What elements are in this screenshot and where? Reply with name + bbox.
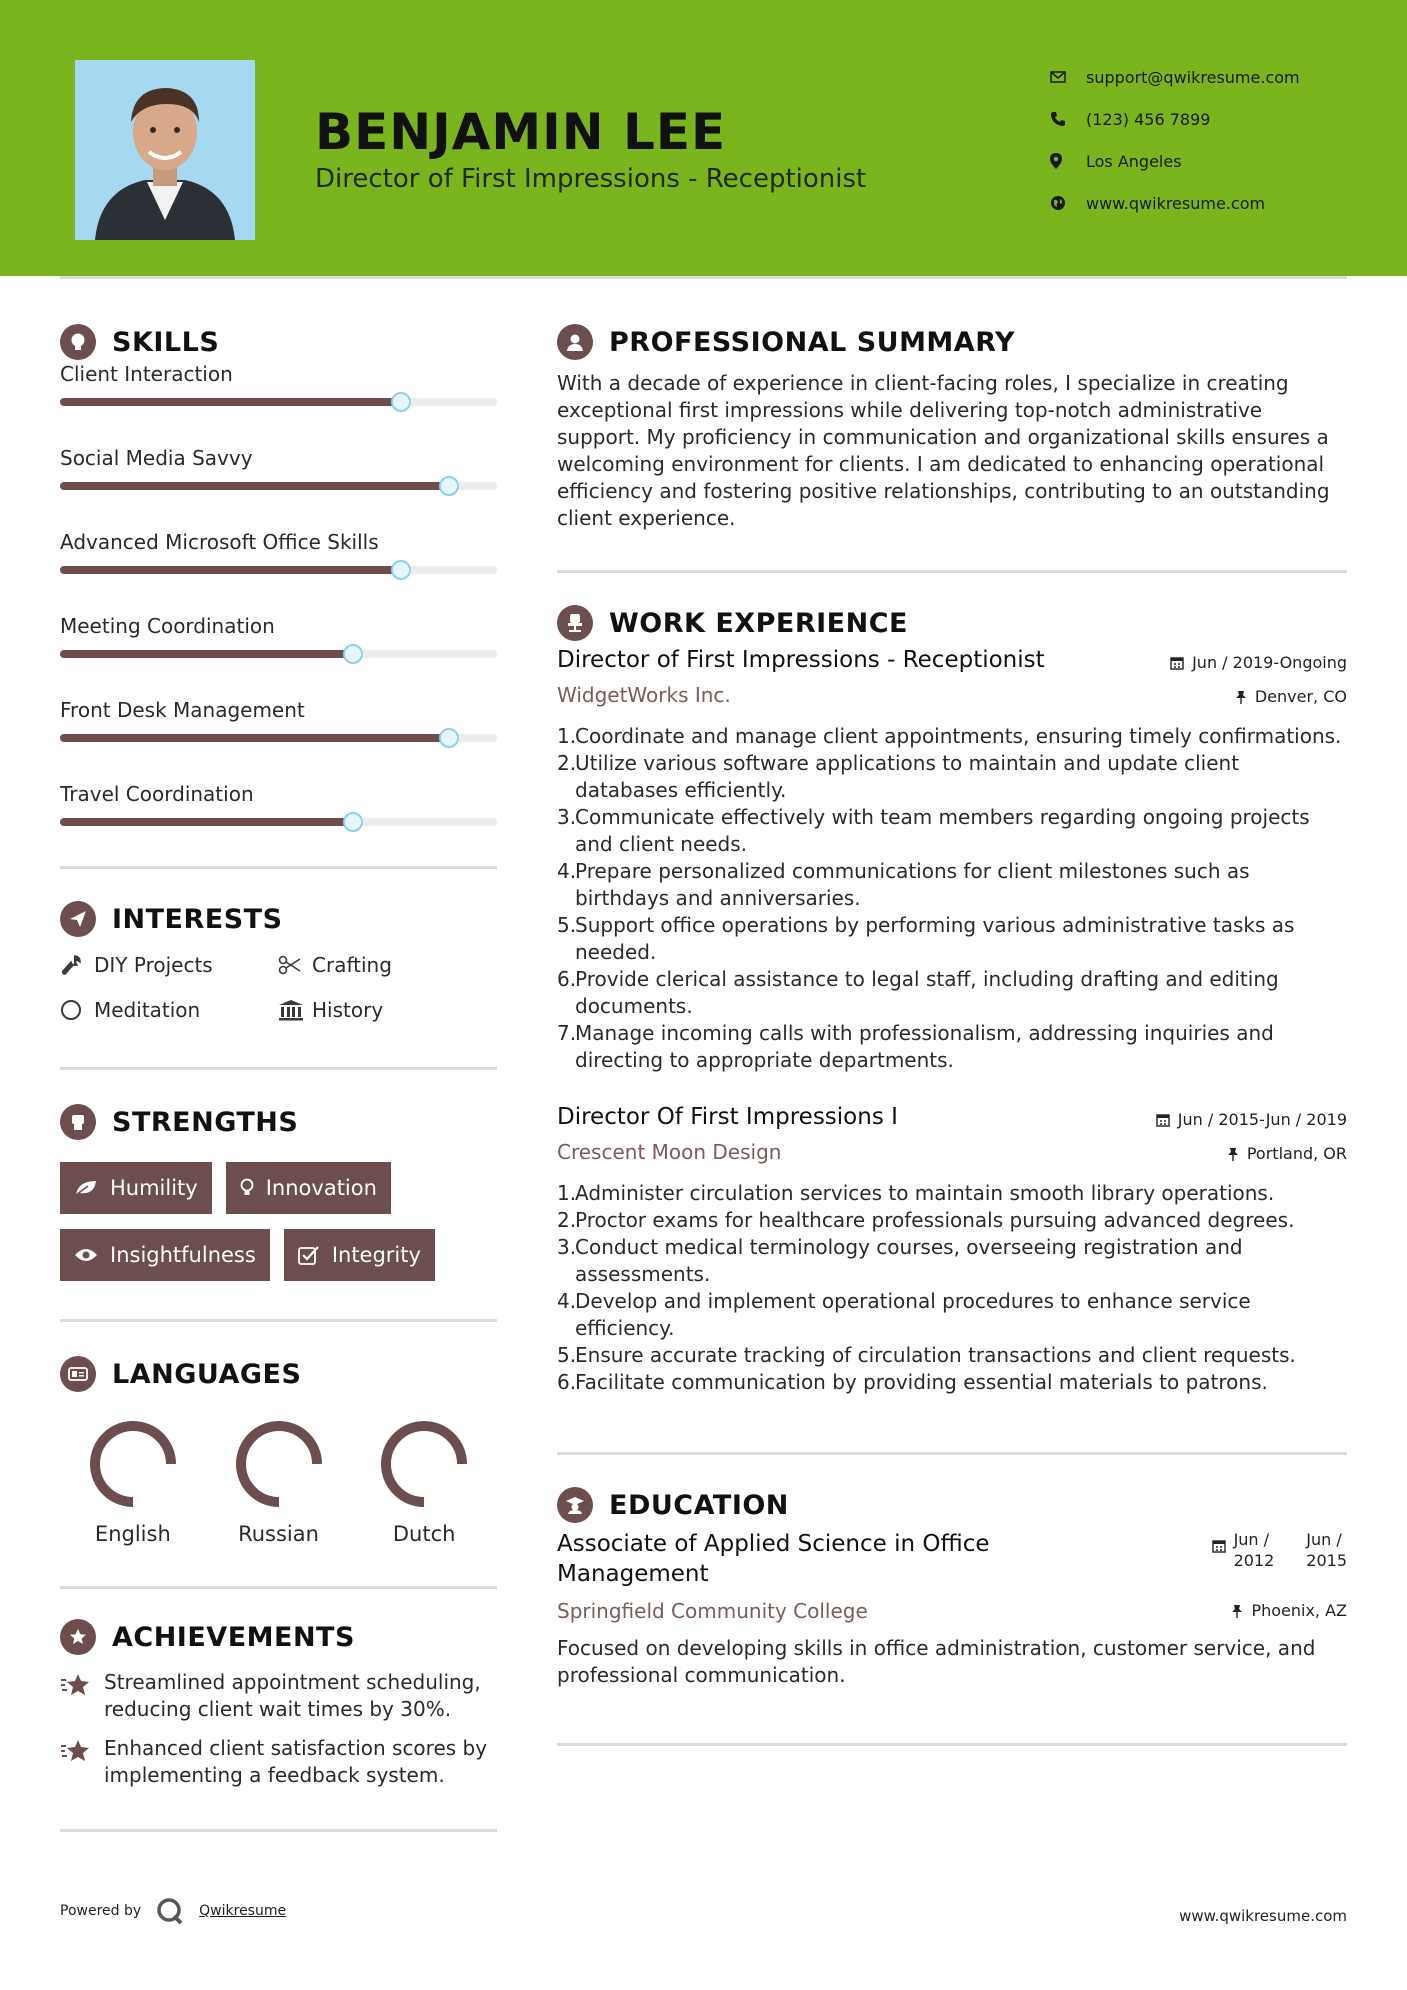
strength-chip [60, 1162, 212, 1214]
duty-text: Provide clerical assistance to legal staff, including drafting and editing documents. [575, 967, 1279, 1018]
job-entry [557, 647, 1347, 1074]
job-entry [557, 1104, 1347, 1396]
duty-item [557, 750, 1347, 804]
bank-icon [278, 999, 312, 1021]
education-heading [557, 1483, 1347, 1527]
section-title: INTERESTS [112, 903, 283, 935]
duty-text: Utilize various software applications to maintain and update client databases efficiently. [575, 751, 1240, 802]
star-icon [60, 1669, 104, 1702]
pushpin-icon [1231, 1604, 1243, 1618]
section-divider [60, 1067, 497, 1070]
section-divider [60, 1586, 497, 1589]
section-divider [60, 1829, 497, 1832]
education-entry [557, 1529, 1347, 1689]
skills-heading [60, 320, 497, 364]
contact-phone[interactable] [1050, 98, 1300, 140]
interest-label: DIY Projects [94, 952, 213, 977]
qwikresume-logo-icon [155, 1896, 185, 1926]
achievements-list [60, 1669, 497, 1789]
wrench-icon [60, 954, 94, 976]
strength-chip [60, 1229, 270, 1281]
job-duties [557, 723, 1347, 1074]
duty-text: Proctor exams for healthcare professionals pursuing advanced degrees. [575, 1208, 1295, 1232]
eye-icon [74, 1247, 98, 1263]
profile-photo [75, 60, 255, 240]
job-dates [1156, 1110, 1347, 1129]
skill-label: Advanced Microsoft Office Skills [60, 530, 379, 554]
duty-text: Develop and implement operational procedures to enhance service efficiency. [575, 1289, 1251, 1340]
duty-number: 3. [557, 1235, 577, 1259]
duty-item [557, 1180, 1347, 1207]
language-gauge [83, 1414, 183, 1514]
section-title: STRENGTHS [112, 1106, 299, 1138]
language-label: Dutch [392, 1522, 456, 1546]
job-dates-text: Jun / 2019-Ongoing [1192, 653, 1347, 672]
job-location-text: Denver, CO [1254, 687, 1347, 706]
skill-fill [60, 566, 401, 574]
degree-line: Associate of Applied Science in Office [557, 1531, 990, 1557]
candidate-name: BENJAMIN LEE [315, 103, 727, 161]
contact-list [1050, 56, 1300, 224]
skill-fill [60, 734, 449, 742]
skill-item [60, 614, 497, 658]
school-name: Springfield Community College [557, 1599, 868, 1623]
duty-item [557, 858, 1347, 912]
languages-list [60, 1414, 497, 1546]
job-duties [557, 1180, 1347, 1396]
language-item [351, 1414, 497, 1546]
interests-heading [60, 897, 497, 941]
job-title-row [557, 1104, 1347, 1130]
duty-number: 5. [557, 1343, 577, 1367]
duty-item [557, 912, 1347, 966]
skill-knob [391, 560, 411, 580]
language-gauge [374, 1414, 474, 1514]
summary-text: With a decade of experience in client-facing roles, I specialize in creating exceptional first impressions while delivering top-notch administrative support. My proficiency in communication and organizational skills ensures a welcoming environment for clients. I am dedicated to enhancing operational efficiency and fostering positive relationships, contributing to an outstanding client experience. [557, 371, 1330, 530]
section-title: PROFESSIONAL SUMMARY [609, 326, 1016, 358]
lightbulb-icon [240, 1178, 254, 1198]
achievement-item [60, 1735, 497, 1789]
contact-text: www.qwikresume.com [1086, 193, 1266, 213]
header-band [0, 0, 1407, 276]
leaf-icon [74, 1179, 98, 1197]
section-divider [557, 1452, 1347, 1455]
skill-bar [60, 818, 497, 826]
duty-number: 6. [557, 1370, 577, 1394]
section-divider [557, 1743, 1347, 1746]
end-year: 2015 [1306, 1551, 1347, 1570]
footer-powered-by [60, 1896, 286, 1926]
degree-title [557, 1529, 990, 1589]
skill-knob [343, 812, 363, 832]
globe-icon [1050, 195, 1086, 211]
section-title: WORK EXPERIENCE [609, 607, 908, 639]
duty-number: 6. [557, 967, 577, 991]
section-title: LANGUAGES [112, 1358, 302, 1390]
strengths-list [60, 1162, 497, 1281]
contact-location [1050, 140, 1300, 182]
contact-text: support@qwikresume.com [1086, 67, 1300, 87]
strength-label: Humility [110, 1176, 198, 1200]
interest-label: Crafting [312, 952, 392, 977]
id-card-icon [60, 1356, 96, 1392]
duty-text: Communicate effectively with team members regarding ongoing projects and client needs. [575, 805, 1310, 856]
skill-knob [439, 476, 459, 496]
skill-bar [60, 566, 497, 574]
education-end [1306, 1529, 1347, 1571]
company-name: Crescent Moon Design [557, 1140, 782, 1164]
left-column [60, 320, 497, 1832]
summary-heading [557, 320, 1347, 364]
skill-item [60, 698, 497, 742]
contact-text: Los Angeles [1086, 151, 1182, 171]
duty-number: 3. [557, 805, 577, 829]
interest-item [278, 996, 496, 1023]
degree-row [557, 1529, 1347, 1589]
achievement-text: Streamlined appointment scheduling, reducing client wait times by 30%. [104, 1670, 481, 1721]
footer-website[interactable]: www.qwikresume.com [1179, 1907, 1347, 1925]
paper-plane-icon [60, 901, 96, 937]
school-location [1231, 1601, 1347, 1620]
skill-knob [343, 644, 363, 664]
experience-heading [557, 601, 1347, 645]
duty-number: 4. [557, 1289, 577, 1313]
phone-icon [1050, 111, 1086, 127]
candidate-role: Director of First Impressions - Receptionist [315, 164, 867, 194]
header-underline [60, 276, 1347, 279]
job-title: Director of First Impressions - Receptionist [557, 647, 1045, 673]
circle-icon [60, 999, 94, 1021]
pushpin-icon [1235, 690, 1247, 704]
duty-number: 4. [557, 859, 577, 883]
skill-knob [439, 728, 459, 748]
star-icon [60, 1735, 104, 1768]
skill-label: Meeting Coordination [60, 614, 275, 638]
duty-item [557, 966, 1347, 1020]
job-location-text: Portland, OR [1246, 1144, 1347, 1163]
education-start [1234, 1529, 1275, 1571]
section-divider [557, 570, 1347, 573]
skill-fill [60, 398, 401, 406]
interest-label: Meditation [94, 997, 201, 1022]
job-dates [1170, 653, 1347, 672]
language-label: Russian [238, 1522, 319, 1546]
duty-number: 1. [557, 1181, 577, 1205]
skill-item [60, 530, 497, 574]
language-gauge [229, 1414, 329, 1514]
job-title-row [557, 647, 1347, 673]
skill-bar [60, 650, 497, 658]
map-pin-icon [1050, 153, 1086, 169]
star-badge-icon [60, 1619, 96, 1655]
strengths-heading [60, 1100, 497, 1144]
duty-text: Prepare personalized communications for client milestones such as birthdays and anniversaries. [575, 859, 1250, 910]
section-title: EDUCATION [609, 1489, 789, 1521]
school-row [557, 1599, 1347, 1623]
skill-fill [60, 818, 353, 826]
interest-item [278, 951, 496, 978]
school-location-text: Phoenix, AZ [1251, 1601, 1347, 1620]
calendar-icon [1156, 1113, 1170, 1127]
duty-text: Facilitate communication by providing essential materials to patrons. [575, 1370, 1268, 1394]
job-company-row [557, 1140, 1347, 1164]
duty-number: 7. [557, 1021, 577, 1045]
duty-item [557, 1288, 1347, 1342]
duty-text: Conduct medical terminology courses, overseeing registration and assessments. [575, 1235, 1243, 1286]
strength-chip [284, 1229, 435, 1281]
duty-item [557, 1207, 1347, 1234]
job-location [1227, 1144, 1347, 1163]
powered-by-label: Powered by [60, 1903, 142, 1919]
strength-chip [226, 1162, 391, 1214]
contact-website[interactable] [1050, 182, 1300, 224]
graduate-icon [557, 1487, 593, 1523]
interests-list [60, 951, 497, 1023]
job-title: Director Of First Impressions I [557, 1104, 898, 1130]
skill-label: Social Media Savvy [60, 446, 253, 470]
job-location [1235, 687, 1347, 706]
skill-knob [391, 392, 411, 412]
duty-text: Manage incoming calls with professionalism, addressing inquiries and directing to appropriate departments. [575, 1021, 1274, 1072]
user-icon [557, 324, 593, 360]
duty-text: Ensure accurate tracking of circulation transactions and client requests. [575, 1343, 1296, 1367]
degree-line: Management [557, 1561, 709, 1587]
duty-item [557, 723, 1347, 750]
duty-item [557, 1234, 1347, 1288]
calendar-icon [1212, 1539, 1226, 1553]
achievement-item [60, 1669, 497, 1723]
section-title: SKILLS [112, 326, 220, 358]
contact-email[interactable] [1050, 56, 1300, 98]
education-description: Focused on developing skills in office administration, customer service, and professional communication. [557, 1636, 1316, 1687]
end-month: Jun / [1306, 1530, 1342, 1549]
right-column [557, 320, 1347, 1746]
section-title: ACHIEVEMENTS [112, 1621, 355, 1653]
skill-item [60, 446, 497, 490]
skill-label: Client Interaction [60, 362, 233, 386]
contact-text: (123) 456 7899 [1086, 109, 1211, 129]
skill-bar [60, 482, 497, 490]
achievements-heading [60, 1615, 497, 1659]
duty-item [557, 1020, 1347, 1074]
section-divider [60, 866, 497, 869]
education-dates [1212, 1529, 1347, 1571]
brand-link[interactable]: Qwikresume [199, 1903, 287, 1919]
skill-item [60, 362, 497, 406]
skill-fill [60, 482, 449, 490]
fist-icon [60, 1104, 96, 1140]
skill-fill [60, 650, 353, 658]
duty-text: Administer circulation services to maintain smooth library operations. [575, 1181, 1275, 1205]
interest-item [60, 951, 278, 978]
duty-number: 2. [557, 1208, 577, 1232]
strength-label: Insightfulness [110, 1243, 256, 1267]
language-label: English [94, 1522, 171, 1546]
duty-number: 1. [557, 724, 577, 748]
skills-list [60, 362, 497, 826]
strength-label: Integrity [331, 1243, 421, 1267]
language-item [206, 1414, 352, 1546]
duty-item [557, 1369, 1347, 1396]
skill-label: Travel Coordination [60, 782, 254, 806]
envelope-icon [1050, 70, 1086, 84]
strength-label: Innovation [265, 1176, 377, 1200]
duty-item [557, 804, 1347, 858]
start-year: 2012 [1233, 1551, 1275, 1570]
skill-label: Front Desk Management [60, 698, 305, 722]
lightbulb-icon [60, 324, 96, 360]
duty-text: Support office operations by performing various administrative tasks as needed. [575, 913, 1295, 964]
skill-item [60, 782, 497, 826]
job-company-row [557, 683, 1347, 707]
pushpin-icon [1227, 1147, 1239, 1161]
language-item [60, 1414, 206, 1546]
job-dates-text: Jun / 2015-Jun / 2019 [1177, 1110, 1347, 1129]
start-month: Jun / [1233, 1530, 1270, 1549]
skill-bar [60, 734, 497, 742]
interest-item [60, 996, 278, 1023]
duty-item [557, 1342, 1347, 1369]
skill-bar [60, 398, 497, 406]
calendar-icon [1170, 656, 1184, 670]
achievement-text: Enhanced client satisfaction scores by implementing a feedback system. [104, 1736, 488, 1787]
scissors-icon [278, 955, 312, 975]
duty-number: 2. [557, 751, 577, 775]
company-name: WidgetWorks Inc. [557, 683, 731, 707]
checkbox-icon [298, 1245, 320, 1265]
office-chair-icon [557, 605, 593, 641]
interest-label: History [312, 997, 384, 1022]
section-divider [60, 1319, 497, 1322]
languages-heading [60, 1352, 497, 1396]
duty-text: Coordinate and manage client appointments, ensuring timely confirmations. [575, 724, 1342, 748]
duty-number: 5. [557, 913, 577, 937]
